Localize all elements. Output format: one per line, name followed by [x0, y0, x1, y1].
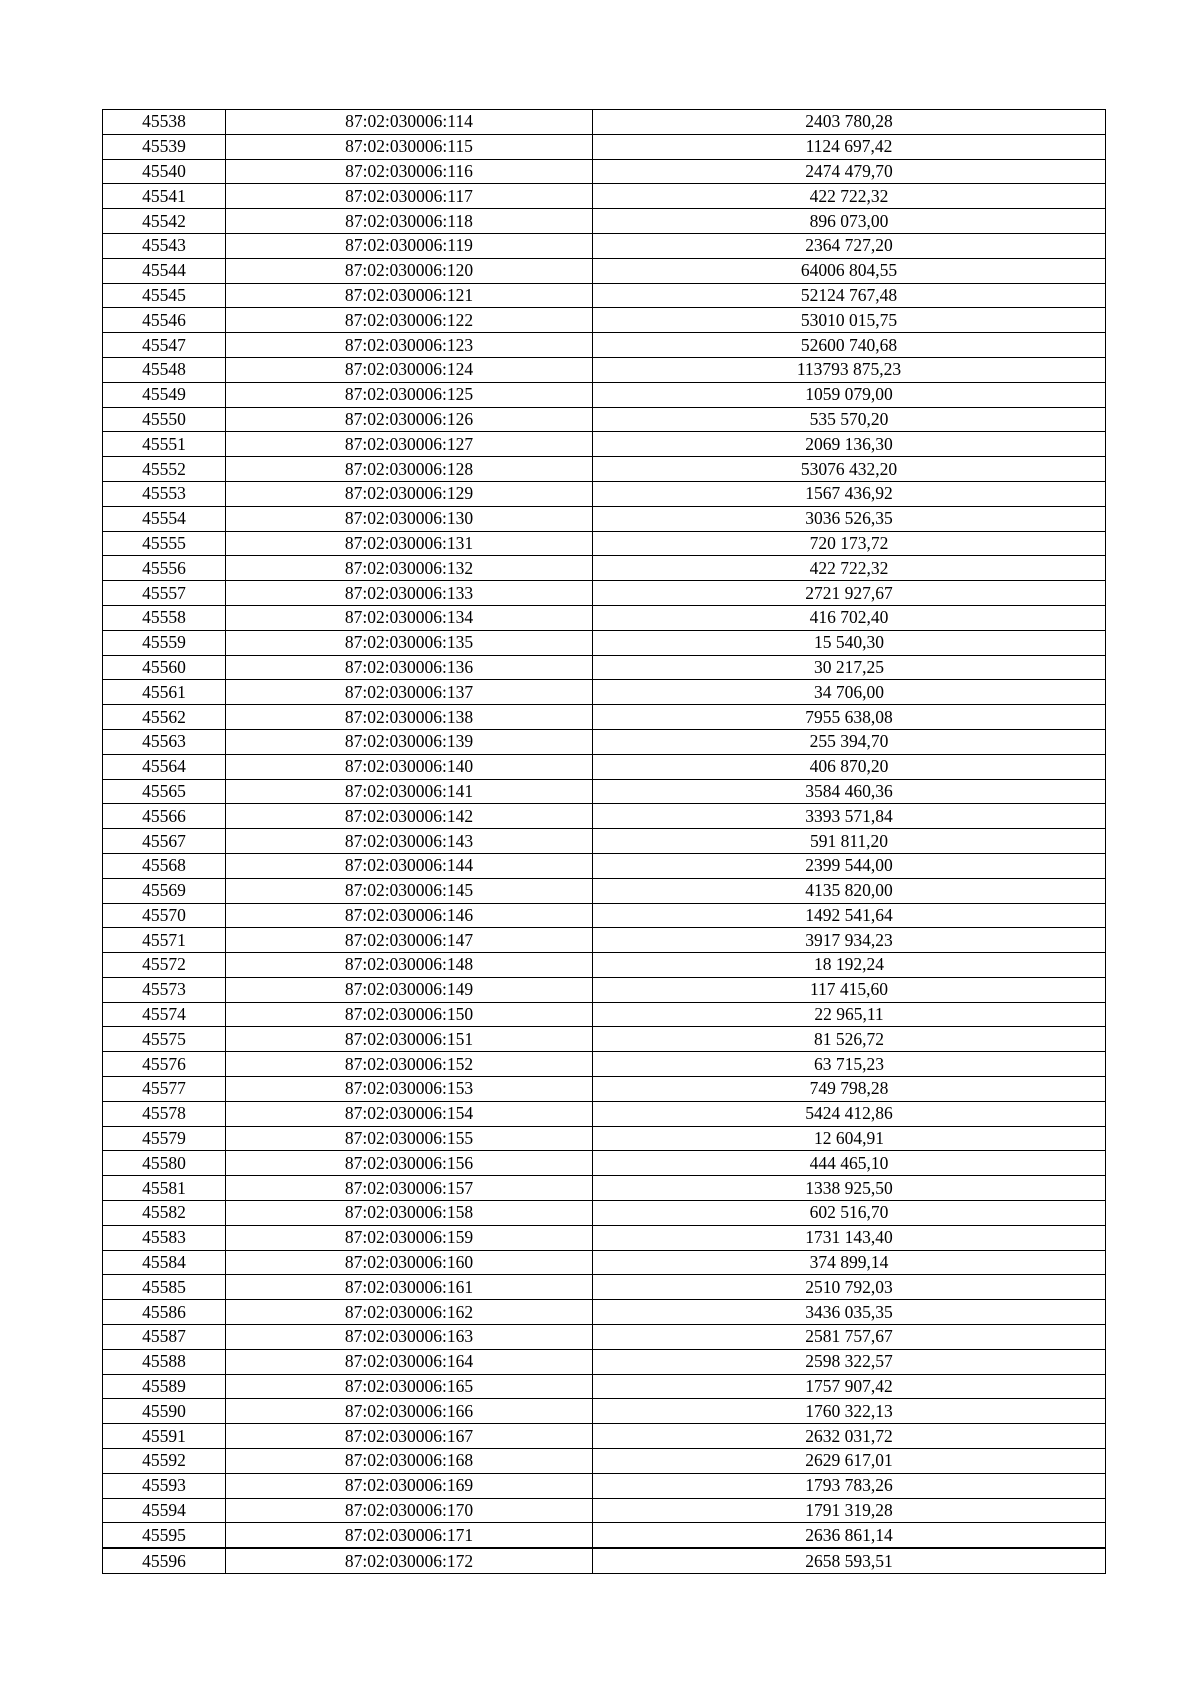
cadastral-number-cell: 87:02:030006:145 — [226, 878, 593, 903]
row-number-cell: 45543 — [103, 233, 226, 258]
row-number-cell: 45567 — [103, 829, 226, 854]
row-number-cell: 45546 — [103, 308, 226, 333]
cadastral-number-cell: 87:02:030006:148 — [226, 953, 593, 978]
cadastral-value-cell: 7955 638,08 — [593, 705, 1106, 730]
cadastral-value-cell: 591 811,20 — [593, 829, 1106, 854]
table-row — [103, 407, 1106, 432]
cadastral-number-cell: 87:02:030006:124 — [226, 357, 593, 382]
table-row — [103, 1225, 1106, 1250]
cadastral-value-cell: 255 394,70 — [593, 729, 1106, 754]
cadastral-value-cell: 53010 015,75 — [593, 308, 1106, 333]
cadastral-number-cell: 87:02:030006:156 — [226, 1151, 593, 1176]
cadastral-number-cell: 87:02:030006:130 — [226, 506, 593, 531]
cadastral-value-cell: 12 604,91 — [593, 1126, 1106, 1151]
table-body — [103, 110, 1106, 1574]
cadastral-number-cell: 87:02:030006:162 — [226, 1300, 593, 1325]
cadastral-value-cell: 117 415,60 — [593, 977, 1106, 1002]
cadastral-number-cell: 87:02:030006:135 — [226, 630, 593, 655]
row-number-cell: 45574 — [103, 1002, 226, 1027]
table-row — [103, 1126, 1106, 1151]
row-number-cell: 45588 — [103, 1349, 226, 1374]
cadastral-value-cell: 444 465,10 — [593, 1151, 1106, 1176]
table-row — [103, 556, 1106, 581]
cadastral-value-cell: 4135 820,00 — [593, 878, 1106, 903]
table-row — [103, 1077, 1106, 1102]
cadastral-number-cell: 87:02:030006:116 — [226, 159, 593, 184]
cadastral-value-cell: 422 722,32 — [593, 556, 1106, 581]
cadastral-value-cell: 2474 479,70 — [593, 159, 1106, 184]
table-row — [103, 655, 1106, 680]
table-row — [103, 1176, 1106, 1201]
cadastral-number-cell: 87:02:030006:149 — [226, 977, 593, 1002]
row-number-cell: 45584 — [103, 1250, 226, 1275]
row-number-cell: 45557 — [103, 581, 226, 606]
cadastral-number-cell: 87:02:030006:143 — [226, 829, 593, 854]
row-number-cell: 45587 — [103, 1325, 226, 1350]
cadastral-number-cell: 87:02:030006:127 — [226, 432, 593, 457]
cadastral-number-cell: 87:02:030006:171 — [226, 1523, 593, 1548]
table-row — [103, 829, 1106, 854]
cadastral-number-cell: 87:02:030006:170 — [226, 1498, 593, 1523]
table-row — [103, 853, 1106, 878]
row-number-cell: 45575 — [103, 1027, 226, 1052]
cadastral-number-cell: 87:02:030006:131 — [226, 531, 593, 556]
table-row — [103, 680, 1106, 705]
cadastral-number-cell: 87:02:030006:168 — [226, 1449, 593, 1474]
row-number-cell: 45568 — [103, 853, 226, 878]
table-row — [103, 457, 1106, 482]
cadastral-value-cell: 2721 927,67 — [593, 581, 1106, 606]
cadastral-value-cell: 1757 907,42 — [593, 1374, 1106, 1399]
cadastral-value-cell: 2581 757,67 — [593, 1325, 1106, 1350]
cadastral-number-cell: 87:02:030006:128 — [226, 457, 593, 482]
table-row — [103, 1449, 1106, 1474]
row-number-cell: 45548 — [103, 357, 226, 382]
table-row — [103, 1027, 1106, 1052]
table-row — [103, 1349, 1106, 1374]
cadastral-number-cell: 87:02:030006:137 — [226, 680, 593, 705]
row-number-cell: 45572 — [103, 953, 226, 978]
row-number-cell: 45590 — [103, 1399, 226, 1424]
table-row — [103, 1325, 1106, 1350]
table-row — [103, 977, 1106, 1002]
cadastral-value-cell: 1059 079,00 — [593, 382, 1106, 407]
cadastral-number-cell: 87:02:030006:114 — [226, 110, 593, 135]
cadastral-number-cell: 87:02:030006:118 — [226, 209, 593, 234]
cadastral-value-cell: 1567 436,92 — [593, 481, 1106, 506]
row-number-cell: 45562 — [103, 705, 226, 730]
row-number-cell: 45545 — [103, 283, 226, 308]
cadastral-value-cell: 2629 617,01 — [593, 1449, 1106, 1474]
cadastral-value-table — [102, 109, 1106, 1574]
row-number-cell: 45571 — [103, 928, 226, 953]
table-row — [103, 1151, 1106, 1176]
table-row — [103, 1300, 1106, 1325]
cadastral-value-cell: 2403 780,28 — [593, 110, 1106, 135]
table-row — [103, 333, 1106, 358]
cadastral-value-cell: 1791 319,28 — [593, 1498, 1106, 1523]
row-number-cell: 45583 — [103, 1225, 226, 1250]
cadastral-number-cell: 87:02:030006:144 — [226, 853, 593, 878]
cadastral-number-cell: 87:02:030006:151 — [226, 1027, 593, 1052]
row-number-cell: 45580 — [103, 1151, 226, 1176]
row-number-cell: 45549 — [103, 382, 226, 407]
row-number-cell: 45592 — [103, 1449, 226, 1474]
row-number-cell: 45564 — [103, 754, 226, 779]
row-number-cell: 45544 — [103, 258, 226, 283]
cadastral-value-cell: 3436 035,35 — [593, 1300, 1106, 1325]
cadastral-value-cell: 22 965,11 — [593, 1002, 1106, 1027]
row-number-cell: 45540 — [103, 159, 226, 184]
table-row — [103, 233, 1106, 258]
cadastral-value-cell: 2510 792,03 — [593, 1275, 1106, 1300]
table-row — [103, 1523, 1106, 1548]
cadastral-number-cell: 87:02:030006:139 — [226, 729, 593, 754]
table-row — [103, 1250, 1106, 1275]
cadastral-number-cell: 87:02:030006:115 — [226, 134, 593, 159]
cadastral-value-cell: 1760 322,13 — [593, 1399, 1106, 1424]
cadastral-number-cell: 87:02:030006:126 — [226, 407, 593, 432]
row-number-cell: 45591 — [103, 1424, 226, 1449]
cadastral-value-cell: 720 173,72 — [593, 531, 1106, 556]
cadastral-number-cell: 87:02:030006:120 — [226, 258, 593, 283]
row-number-cell: 45593 — [103, 1473, 226, 1498]
cadastral-number-cell: 87:02:030006:161 — [226, 1275, 593, 1300]
cadastral-number-cell: 87:02:030006:140 — [226, 754, 593, 779]
table-row — [103, 1275, 1106, 1300]
table-row — [103, 1201, 1106, 1226]
cadastral-value-cell: 3917 934,23 — [593, 928, 1106, 953]
cadastral-number-cell: 87:02:030006:132 — [226, 556, 593, 581]
table-row — [103, 357, 1106, 382]
table-row — [103, 258, 1106, 283]
row-number-cell: 45554 — [103, 506, 226, 531]
row-number-cell: 45556 — [103, 556, 226, 581]
cadastral-value-cell: 63 715,23 — [593, 1052, 1106, 1077]
table-row — [103, 110, 1106, 135]
row-number-cell: 45563 — [103, 729, 226, 754]
cadastral-number-cell: 87:02:030006:169 — [226, 1473, 593, 1498]
cadastral-number-cell: 87:02:030006:138 — [226, 705, 593, 730]
cadastral-number-cell: 87:02:030006:122 — [226, 308, 593, 333]
table-row — [103, 531, 1106, 556]
cadastral-number-cell: 87:02:030006:142 — [226, 804, 593, 829]
cadastral-value-cell: 18 192,24 — [593, 953, 1106, 978]
cadastral-value-cell: 2364 727,20 — [593, 233, 1106, 258]
row-number-cell: 45550 — [103, 407, 226, 432]
cadastral-number-cell: 87:02:030006:134 — [226, 605, 593, 630]
row-number-cell: 45581 — [103, 1176, 226, 1201]
row-number-cell: 45570 — [103, 903, 226, 928]
table-row — [103, 382, 1106, 407]
row-number-cell: 45594 — [103, 1498, 226, 1523]
cadastral-value-cell: 15 540,30 — [593, 630, 1106, 655]
cadastral-number-cell: 87:02:030006:163 — [226, 1325, 593, 1350]
table-row — [103, 605, 1106, 630]
row-number-cell: 45553 — [103, 481, 226, 506]
cadastral-value-cell: 3393 571,84 — [593, 804, 1106, 829]
cadastral-number-cell: 87:02:030006:160 — [226, 1250, 593, 1275]
table-row — [103, 705, 1106, 730]
cadastral-value-cell: 53076 432,20 — [593, 457, 1106, 482]
cadastral-value-cell: 3584 460,36 — [593, 779, 1106, 804]
cadastral-value-cell: 2399 544,00 — [593, 853, 1106, 878]
table-row — [103, 283, 1106, 308]
row-number-cell: 45573 — [103, 977, 226, 1002]
table-row — [103, 1498, 1106, 1523]
row-number-cell: 45542 — [103, 209, 226, 234]
table-row — [103, 506, 1106, 531]
table-row — [103, 308, 1106, 333]
cadastral-number-cell: 87:02:030006:166 — [226, 1399, 593, 1424]
cadastral-number-cell: 87:02:030006:164 — [226, 1349, 593, 1374]
table-row — [103, 159, 1106, 184]
cadastral-value-cell: 416 702,40 — [593, 605, 1106, 630]
cadastral-number-cell: 87:02:030006:152 — [226, 1052, 593, 1077]
table-row — [103, 729, 1106, 754]
row-number-cell: 45585 — [103, 1275, 226, 1300]
cadastral-number-cell: 87:02:030006:155 — [226, 1126, 593, 1151]
row-number-cell: 45577 — [103, 1077, 226, 1102]
cadastral-number-cell: 87:02:030006:157 — [226, 1176, 593, 1201]
cadastral-number-cell: 87:02:030006:167 — [226, 1424, 593, 1449]
cadastral-value-cell: 1731 143,40 — [593, 1225, 1106, 1250]
cadastral-value-cell: 2632 031,72 — [593, 1424, 1106, 1449]
cadastral-value-cell: 1793 783,26 — [593, 1473, 1106, 1498]
row-number-cell: 45561 — [103, 680, 226, 705]
cadastral-value-cell: 749 798,28 — [593, 1077, 1106, 1102]
cadastral-value-cell: 2636 861,14 — [593, 1523, 1106, 1548]
cadastral-value-cell: 52600 740,68 — [593, 333, 1106, 358]
table-row — [103, 1399, 1106, 1424]
table-row — [103, 1548, 1106, 1573]
cadastral-number-cell: 87:02:030006:133 — [226, 581, 593, 606]
cadastral-value-cell: 1492 541,64 — [593, 903, 1106, 928]
cadastral-number-cell: 87:02:030006:158 — [226, 1201, 593, 1226]
row-number-cell: 45566 — [103, 804, 226, 829]
cadastral-value-cell: 422 722,32 — [593, 184, 1106, 209]
row-number-cell: 45538 — [103, 110, 226, 135]
cadastral-number-cell: 87:02:030006:141 — [226, 779, 593, 804]
table-row — [103, 1424, 1106, 1449]
table-row — [103, 209, 1106, 234]
cadastral-number-cell: 87:02:030006:119 — [226, 233, 593, 258]
row-number-cell: 45586 — [103, 1300, 226, 1325]
row-number-cell: 45555 — [103, 531, 226, 556]
cadastral-value-cell: 81 526,72 — [593, 1027, 1106, 1052]
cadastral-value-cell: 1338 925,50 — [593, 1176, 1106, 1201]
cadastral-value-cell: 406 870,20 — [593, 754, 1106, 779]
table-row — [103, 481, 1106, 506]
cadastral-number-cell: 87:02:030006:146 — [226, 903, 593, 928]
cadastral-number-cell: 87:02:030006:172 — [226, 1548, 593, 1573]
table-row — [103, 878, 1106, 903]
cadastral-number-cell: 87:02:030006:121 — [226, 283, 593, 308]
cadastral-number-cell: 87:02:030006:125 — [226, 382, 593, 407]
cadastral-number-cell: 87:02:030006:153 — [226, 1077, 593, 1102]
table-row — [103, 1101, 1106, 1126]
table-row — [103, 804, 1106, 829]
row-number-cell: 45551 — [103, 432, 226, 457]
row-number-cell: 45578 — [103, 1101, 226, 1126]
cadastral-value-cell: 30 217,25 — [593, 655, 1106, 680]
table-row — [103, 1002, 1106, 1027]
cadastral-value-cell: 2069 136,30 — [593, 432, 1106, 457]
cadastral-number-cell: 87:02:030006:154 — [226, 1101, 593, 1126]
cadastral-number-cell: 87:02:030006:123 — [226, 333, 593, 358]
row-number-cell: 45559 — [103, 630, 226, 655]
cadastral-value-cell: 535 570,20 — [593, 407, 1106, 432]
cadastral-value-cell: 1124 697,42 — [593, 134, 1106, 159]
table-row — [103, 779, 1106, 804]
cadastral-number-cell: 87:02:030006:147 — [226, 928, 593, 953]
cadastral-value-cell: 52124 767,48 — [593, 283, 1106, 308]
table-row — [103, 1374, 1106, 1399]
row-number-cell: 45569 — [103, 878, 226, 903]
row-number-cell: 45558 — [103, 605, 226, 630]
row-number-cell: 45579 — [103, 1126, 226, 1151]
row-number-cell: 45541 — [103, 184, 226, 209]
table-row — [103, 928, 1106, 953]
table-row — [103, 581, 1106, 606]
row-number-cell: 45560 — [103, 655, 226, 680]
row-number-cell: 45552 — [103, 457, 226, 482]
row-number-cell: 45589 — [103, 1374, 226, 1399]
row-number-cell: 45576 — [103, 1052, 226, 1077]
cadastral-number-cell: 87:02:030006:159 — [226, 1225, 593, 1250]
row-number-cell: 45547 — [103, 333, 226, 358]
cadastral-value-cell: 602 516,70 — [593, 1201, 1106, 1226]
cadastral-number-cell: 87:02:030006:136 — [226, 655, 593, 680]
cadastral-value-cell: 64006 804,55 — [593, 258, 1106, 283]
table-row — [103, 754, 1106, 779]
table-row — [103, 630, 1106, 655]
cadastral-number-cell: 87:02:030006:129 — [226, 481, 593, 506]
table-row — [103, 1052, 1106, 1077]
row-number-cell: 45565 — [103, 779, 226, 804]
table-row — [103, 1473, 1106, 1498]
cadastral-value-cell: 2658 593,51 — [593, 1548, 1106, 1573]
cadastral-number-cell: 87:02:030006:117 — [226, 184, 593, 209]
cadastral-value-cell: 3036 526,35 — [593, 506, 1106, 531]
row-number-cell: 45582 — [103, 1201, 226, 1226]
row-number-cell: 45595 — [103, 1523, 226, 1548]
cadastral-value-cell: 113793 875,23 — [593, 357, 1106, 382]
row-number-cell: 45596 — [103, 1548, 226, 1573]
cadastral-number-cell: 87:02:030006:150 — [226, 1002, 593, 1027]
cadastral-value-cell: 34 706,00 — [593, 680, 1106, 705]
table-row — [103, 903, 1106, 928]
cadastral-value-cell: 374 899,14 — [593, 1250, 1106, 1275]
cadastral-number-cell: 87:02:030006:165 — [226, 1374, 593, 1399]
table-row — [103, 432, 1106, 457]
table-row — [103, 953, 1106, 978]
table-row — [103, 134, 1106, 159]
row-number-cell: 45539 — [103, 134, 226, 159]
table-row — [103, 184, 1106, 209]
cadastral-value-cell: 5424 412,86 — [593, 1101, 1106, 1126]
cadastral-value-cell: 896 073,00 — [593, 209, 1106, 234]
cadastral-value-cell: 2598 322,57 — [593, 1349, 1106, 1374]
